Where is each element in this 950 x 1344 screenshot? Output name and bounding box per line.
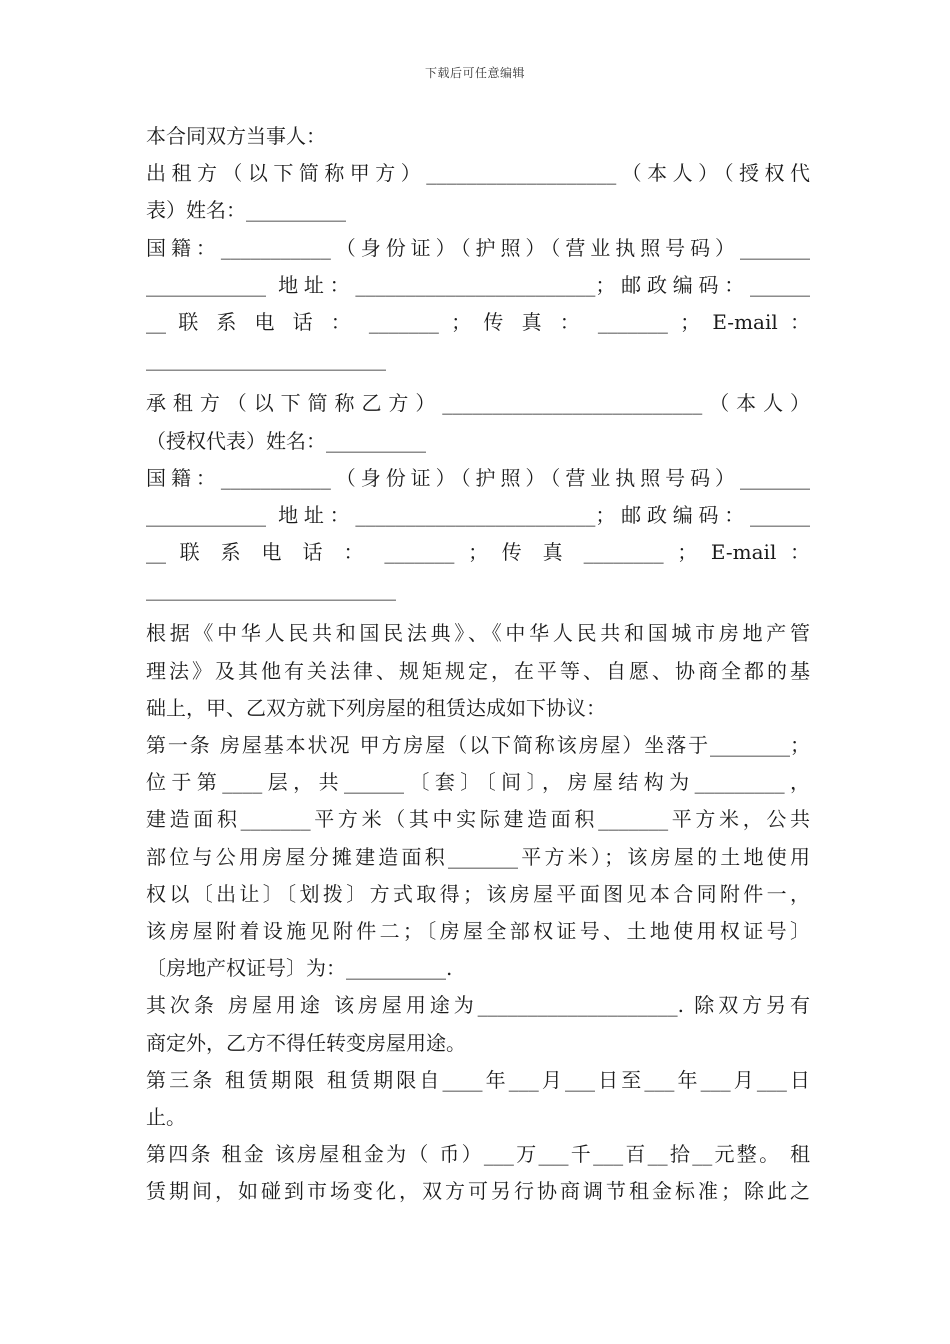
text-line: 其次条 房屋用途 该房屋用途为____________________. 除双方另有	[146, 993, 810, 1018]
text-line: 部位与公用房屋分摊建造面积_______平方米）；该房屋的土地使用	[146, 844, 810, 869]
text-line: 根据《中华人民共和国民法典》、《中华人民共和国城市房地产管	[146, 621, 810, 646]
text-line: 权以〔出让〕〔划拨〕方式取得；该房屋平面图见本合同附件一，	[146, 881, 810, 906]
text-line: 第四条 租金 该房屋租金为（ 币）___万___千___百__拾__元整。 租	[146, 1142, 810, 1167]
text-line: 理法》及其他有关法律、规矩规定，在平等、自愿、协商全都的基	[146, 658, 810, 683]
text-line: 国籍：___________（身份证）（护照）（营业执照号码）_______	[146, 465, 810, 490]
text-line: （授权代表）姓名：__________	[146, 428, 426, 453]
text-line: 商定外，乙方不得任转变房屋用途。	[146, 1030, 466, 1055]
text-line: __ 联 系 电 话 ： _______ ； 传 真 ________ ； E-mail ：	[146, 540, 810, 565]
text-line: 该房屋附着设施见附件二；〔房屋全部权证号、土地使用权证号〕	[146, 918, 810, 943]
text-line: 〔房地产权证号〕为：__________.	[146, 956, 453, 981]
text-line: 出租方（以下简称甲方）___________________（本人）（授权代	[146, 161, 810, 186]
contract-body	[146, 118, 810, 1210]
text-line: 第一条 房屋基本状况 甲方房屋（以下简称该房屋）坐落于________；	[146, 733, 810, 757]
text-line: 表）姓名：__________	[146, 198, 346, 223]
text-line: 止。	[146, 1104, 186, 1129]
text-line: _________________________	[146, 577, 396, 602]
text-line: ________________________	[146, 347, 386, 372]
text-line: 建造面积_______平方米（其中实际建造面积_______平方米，公共	[146, 807, 810, 832]
text-line: 国籍：___________（身份证）（护照）（营业执照号码）_______	[146, 235, 810, 260]
page-header-note: 下载后可任意编辑	[424, 66, 525, 80]
text-line: 赁期间，如碰到市场变化，双方可另行协商调节租金标准；除此之	[146, 1179, 810, 1204]
text-line: 本合同双方当事人：	[146, 124, 326, 148]
text-line: 承租方（以下简称乙方）__________________________（本人）	[146, 391, 810, 416]
text-line: 位于第____层，共______〔套〕〔间〕，房屋结构为_________，	[146, 770, 810, 795]
text-line: ____________ 地址：________________________；邮政编码：______	[146, 272, 810, 297]
text-line: 础上，甲、乙双方就下列房屋的租赁达成如下协议：	[146, 695, 606, 720]
text-line: 第三条 租赁期限 租赁期限自____年___月___日至___年___月___日	[146, 1067, 810, 1092]
text-line: ____________ 地址：________________________；邮政编码：______	[146, 502, 810, 527]
text-line: __ 联 系 电 话 ： _______ ； 传 真 ： _______ ； E-mail ：	[146, 309, 810, 334]
